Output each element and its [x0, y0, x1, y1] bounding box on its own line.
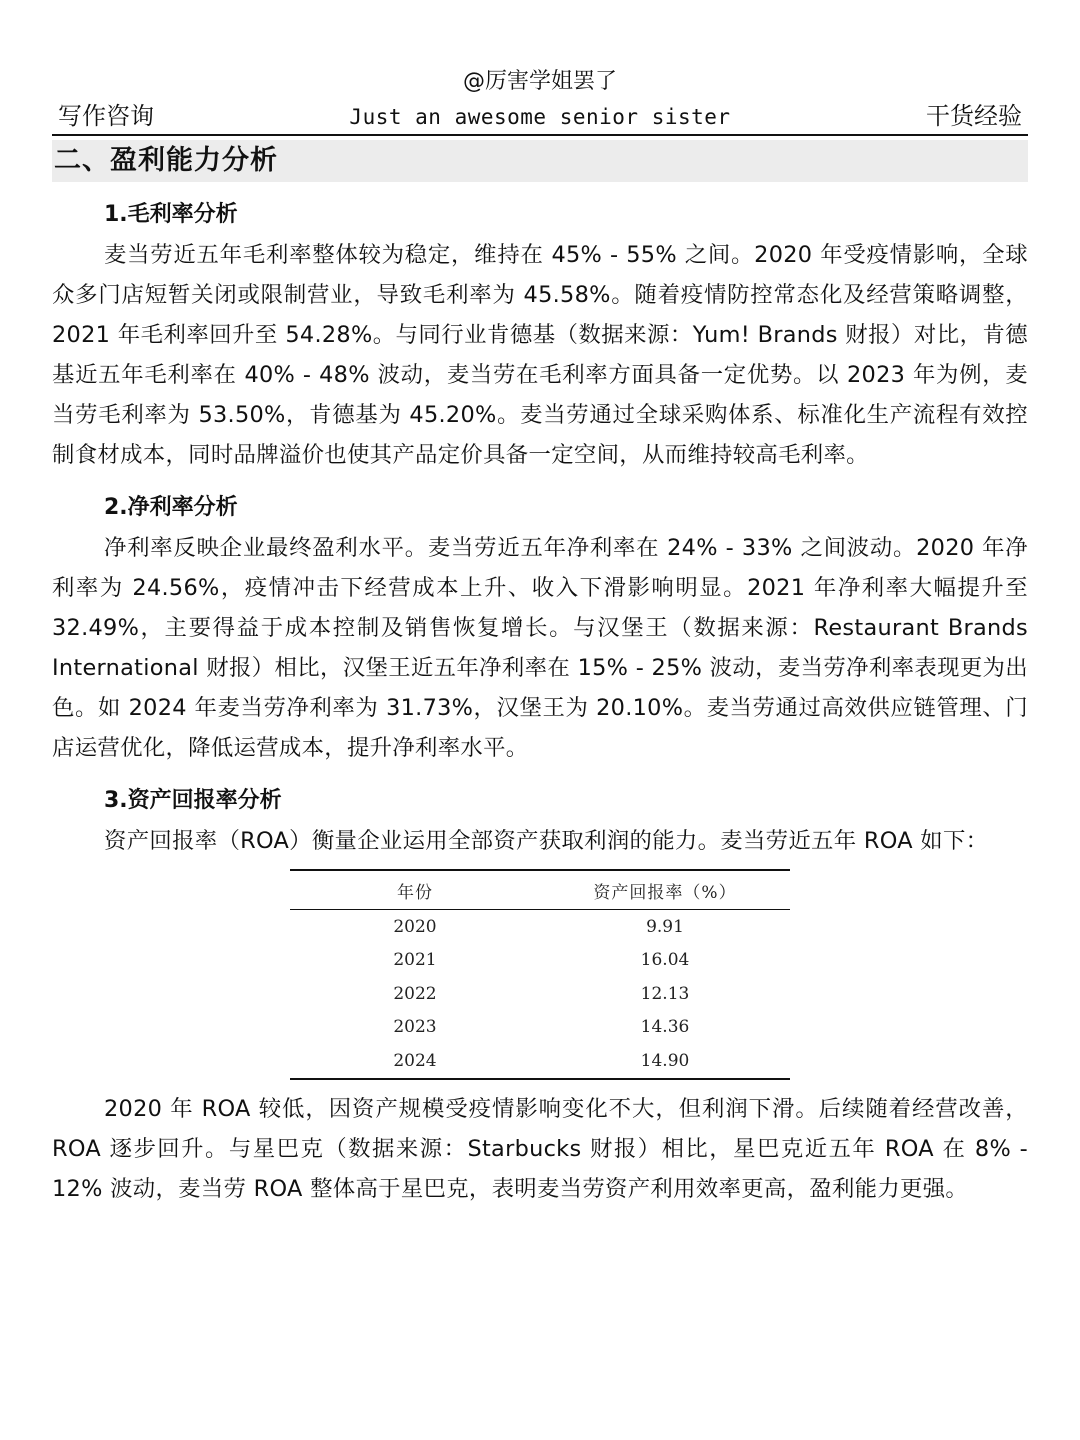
column-header-roa: 资产回报率（%）: [593, 882, 737, 903]
roa-heading: 3.资产回报率分析: [104, 788, 282, 813]
roa-value-cell: 12.13: [640, 983, 690, 1004]
roa-intro-paragraph: 资产回报率（ROA）衡量企业运用全部资产获取利润的能力。麦当劳近五年 ROA 如下：: [104, 828, 989, 854]
page-header: [52, 100, 1028, 136]
table-header-row: [290, 870, 790, 910]
net-margin-paragraph: 净利率反映企业最终盈利水平。麦当劳近五年净利率在 24% - 33% 之间波动。2020 年净利率为 24.56%，疫情冲击下经营成本上升、收入下滑影响明显。2021 年净利率大幅提升至 32.49%，主要得益于成本控制及销售恢复增长。与汉堡王（数据来源：Restaurant Brands International 财报）相比，汉堡王近五年净利率在 15% - 25% 波动，麦当劳净利率表现更为出色。如 2024 年麦当劳净利率为 31.73%，汉堡王为 20.10%。麦当劳通过高效供应链管理、门店运营优化，降低运营成本，提升净利率水平。: [52, 535, 1028, 761]
table-row: [290, 1044, 790, 1079]
roa-table: [290, 869, 790, 1080]
roa-table-wrapper: [52, 869, 1028, 1081]
net-margin-heading: 2.净利率分析: [104, 495, 238, 520]
header-tagline: Just an awesome senior sister: [349, 105, 731, 129]
year-cell: 2022: [393, 983, 437, 1004]
table-row: [290, 1011, 790, 1045]
column-header-year: 年份: [397, 882, 433, 903]
author-handle: @厉害学姐罢了: [462, 69, 617, 94]
header-left-label: 写作咨询: [58, 102, 154, 130]
roa-value-cell: 14.90: [640, 1050, 690, 1071]
gross-margin-paragraph: 麦当劳近五年毛利率整体较为稳定，维持在 45% - 55% 之间。2020 年受疫情影响，全球众多门店短暂关闭或限制营业，导致毛利率为 45.58%。随着疫情防控常态化及经营策略调整，2021 年毛利率回升至 54.28%。与同行业肯德基（数据来源：Yum! Brands 财报）对比，肯德基近五年毛利率在 40% - 48% 波动，麦当劳在毛利率方面具备一定优势。以 2023 年为例，麦当劳毛利率为 53.50%，肯德基为 45.20%。麦当劳通过全球采购体系、标准化生产流程有效控制食材成本，同时品牌溢价也使其产品定价具备一定空间，从而维持较高毛利率。: [52, 242, 1028, 468]
document-body: [52, 195, 1028, 1209]
table-row: [290, 977, 790, 1011]
roa-value-cell: 14.36: [640, 1017, 690, 1038]
section-heading-bar: [52, 140, 1028, 182]
table-row: [290, 944, 790, 978]
year-cell: 2024: [393, 1050, 437, 1071]
table-row: [290, 910, 790, 944]
roa-value-cell: 9.91: [646, 916, 684, 937]
roa-value-cell: 16.04: [640, 950, 690, 971]
year-cell: 2021: [393, 950, 437, 971]
year-cell: 2023: [393, 1017, 437, 1038]
header-right-label: 干货经验: [926, 102, 1022, 130]
year-cell: 2020: [393, 916, 437, 937]
section-title: 二、盈利能力分析: [54, 145, 278, 176]
gross-margin-heading: 1.毛利率分析: [104, 202, 238, 227]
roa-conclusion-paragraph: 2020 年 ROA 较低，因资产规模受疫情影响变化不大，但利润下滑。后续随着经营改善，ROA 逐步回升。与星巴克（数据来源：Starbucks 财报）相比，星巴克近五年 ROA 在 8% - 12% 波动，麦当劳 ROA 整体高于星巴克，表明麦当劳资产利用效率更高，盈利能力更强。: [52, 1096, 1028, 1202]
